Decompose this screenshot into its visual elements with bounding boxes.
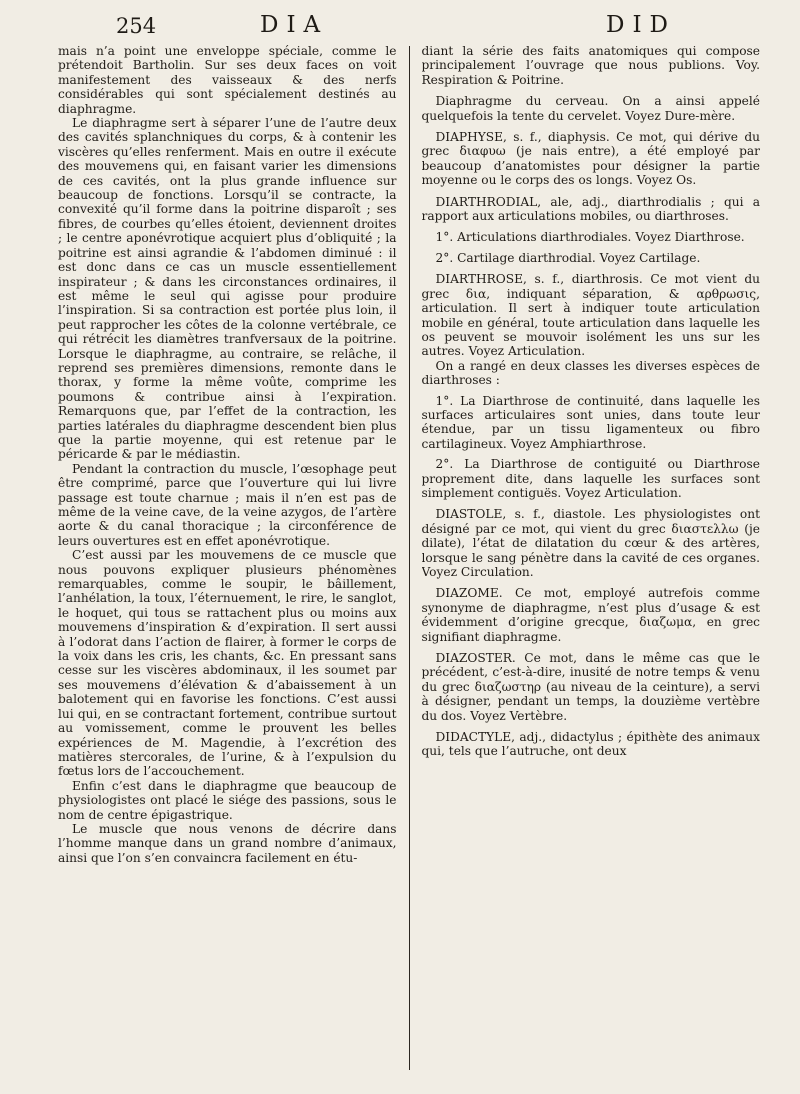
paragraph: Le diaphragme sert à séparer l’une de l’autre deux des cavités splanchniques du corps, & à contenir les viscères qu’elles renferment. Mais en outre il exécute des mouvemens qui, en faisant varier les dimensions de ces cavités, ont la plus grande influence sur beaucoup de fonctions. Lorsqu’il se contracte, la convexité qu’il forme dans la poitrine disparoît ; ses fibres, de courbes qu’elles étoient, deviennent droites ; le centre aponévrotique acquiert plus d’obliquité ; la poitrine est ainsi agrandie & l’abdomen diminué : il est donc dans ce cas un muscle essentiellement inspirateur ; & dans les circonstances ordinaires, il est même le seul qui agisse pour produire l’inspiration. Si sa contraction est portée plus loin, il peut rapprocher les côtes de la colonne vertébrale, ce qui rétrécit les diamètres tranfversaux de la poitrine. Lorsque le diaphragme, au contraire, se relâche, il reprend ses premières dimensions, remonte dans le thorax, y forme la même voûte, comprime les poumons & contribue ainsi à l’expiration. Remarquons que, par l’effet de la contraction, les parties latérales du diaphragme descendent bien plus que la partie moyenne, qui est retenue par le péricarde & par le médiastin. — [58, 116, 397, 462]
paragraph: Pendant la contraction du muscle, l’œsophage peut être comprimé, parce que l’ouverture qui lui livre passage est toute charnue ; mais il n’en est pas de même de la veine cave, de la veine azygos, de l’artère aorte & du canal thoracique ; la circonférence de leurs ouvertures est en effet aponévrotique. — [58, 461, 397, 548]
paragraph: Enfin c’est dans le diaphragme que beaucoup de physiologistes ont placé le siége des passions, sous le nom de centre épigastrique. — [58, 778, 397, 822]
paragraph: mais n’a point une enveloppe spéciale, comme le prétendoit Bartholin. Sur ses deux faces on voit manifestement des vaisseaux & des nerfs considérables qui sont spécialement destinés au diaphragme. — [58, 44, 397, 116]
entry-diazome: DIAZOME. Ce mot, employé autrefois comme synonyme de diaphragme, n’est plus d’usage & est évidemment d’origine grecque, διαζωμα, en grec signifiant diaphragme. — [421, 586, 760, 644]
paragraph: C’est aussi par les mouvemens de ce muscle que nous pouvons expliquer plusieurs phénomènes remarquables, comme le soupir, le bâillement, l’anhélation, la toux, l’éternuement, le rire, le sanglot, le hoquet, qui tous se rattachent plus ou moins aux mouvemens d’inspiration & d’expiration. Il sert aussi à l’odorat dans l’action de flairer, à former le corps de la voix dans les cris, les chants, &c. En pressant sans cesse sur les viscères abdominaux, il les soumet par ses mouvemens d’élévation & d’abaissement à un balotement qui en favorise les fonctions. C’est aussi lui qui, en se contractant fortement, contribue surtout au vomissement, comme le prouvent les belles expériences de M. Magendie, à l’excrétion des matières stercorales, de l’urine, & à l’expulsion du fœtus lors de l’accouchement. — [58, 548, 397, 779]
column-divider — [409, 46, 410, 1070]
sub-entry: 2°. Cartilage diarthrodial. Voyez Cartilage. — [435, 250, 701, 265]
entry-diarthrose: DIARTHROSE, s. f., diarthrosis. Ce mot vient du grec δια, indiquant séparation, & αρθρωσις, articulation. Il sert à indiquer toute articulation mobile en général, toute articulation dans laquelle les os peuvent se mouvoir isolément les uns sur les autres. Voyez Articulation. — [421, 272, 760, 359]
entry-diastole: DIASTOLE, s. f., diastole. Les physiologistes ont désigné par ce mot, qui vient du grec διαστελλω (je dilate), l’état de dilatation du cœur & des artères, lorsque le sang pénètre dans la cavité de ces organes. Voyez Circulation. — [421, 507, 760, 579]
entry-diaphyse: DIAPHYSE, s. f., diaphysis. Ce mot, qui dérive du grec διαφυω (je nais entre), a été employé par beaucoup d’anatomistes pour désigner la partie moyenne ou le corps des os longs. Voyez Os. — [421, 130, 760, 188]
entry-diarthrodial: DIARTHRODIAL, ale, adj., diarthrodialis ; qui a rapport aux articulations mobiles, ou diarthroses. — [421, 194, 760, 224]
entry-diaphragme-du-cerveau: Diaphragme du cerveau. On a ainsi appelé quelquefois la tente du cervelet. Voyez Dure-mère. — [421, 94, 760, 123]
right-column — [422, 44, 761, 1086]
paragraph: diant la série des faits anatomiques qui compose principalement l’ouvrage que nous publions. Voy. Respiration & Poitrine. — [421, 44, 760, 87]
sub-entry: 1°. La Diarthrose de continuité, dans laquelle les surfaces articulaires sont unies, dans toute leur étendue, par un tissu ligamenteux ou fibro cartilagineux. Voyez Amphiarthrose. — [421, 393, 760, 451]
right-running-head: DID — [606, 12, 676, 38]
paragraph: Le muscle que nous venons de décrire dans l’homme manque dans un grand nombre d’animaux, ainsi que l’on s’en convaincra facilement en étu- — [58, 821, 397, 865]
paragraph: On a rangé en deux classes les diverses espèces de diarthroses : — [421, 358, 760, 388]
running-header — [58, 0, 756, 44]
entry-diazoster: DIAZOSTER. Ce mot, dans le même cas que le précédent, c’est-à-dire, inusité de notre temps & venu du grec διαζωστηρ (au niveau de la ceinture), a servi à désigner, pendant un temps, la douzième vertèbre du dos. Voyez Vertèbre. — [421, 651, 760, 723]
left-running-head: DIA — [260, 12, 329, 38]
two-column-body — [58, 44, 760, 1086]
left-column — [58, 44, 397, 1086]
page-number: 254 — [116, 14, 157, 38]
entry-didactyle: DIDACTYLE, adj., didactylus ; épithète des animaux qui, tels que l’autruche, ont deux — [421, 730, 760, 759]
sub-entry: 2°. La Diarthrose de contiguité ou Diarthrose proprement dite, dans laquelle les surfaces sont simplement contiguës. Voyez Articulation. — [421, 457, 760, 500]
sub-entry: 1°. Articulations diarthrodiales. Voyez Diarthrose. — [435, 230, 745, 245]
